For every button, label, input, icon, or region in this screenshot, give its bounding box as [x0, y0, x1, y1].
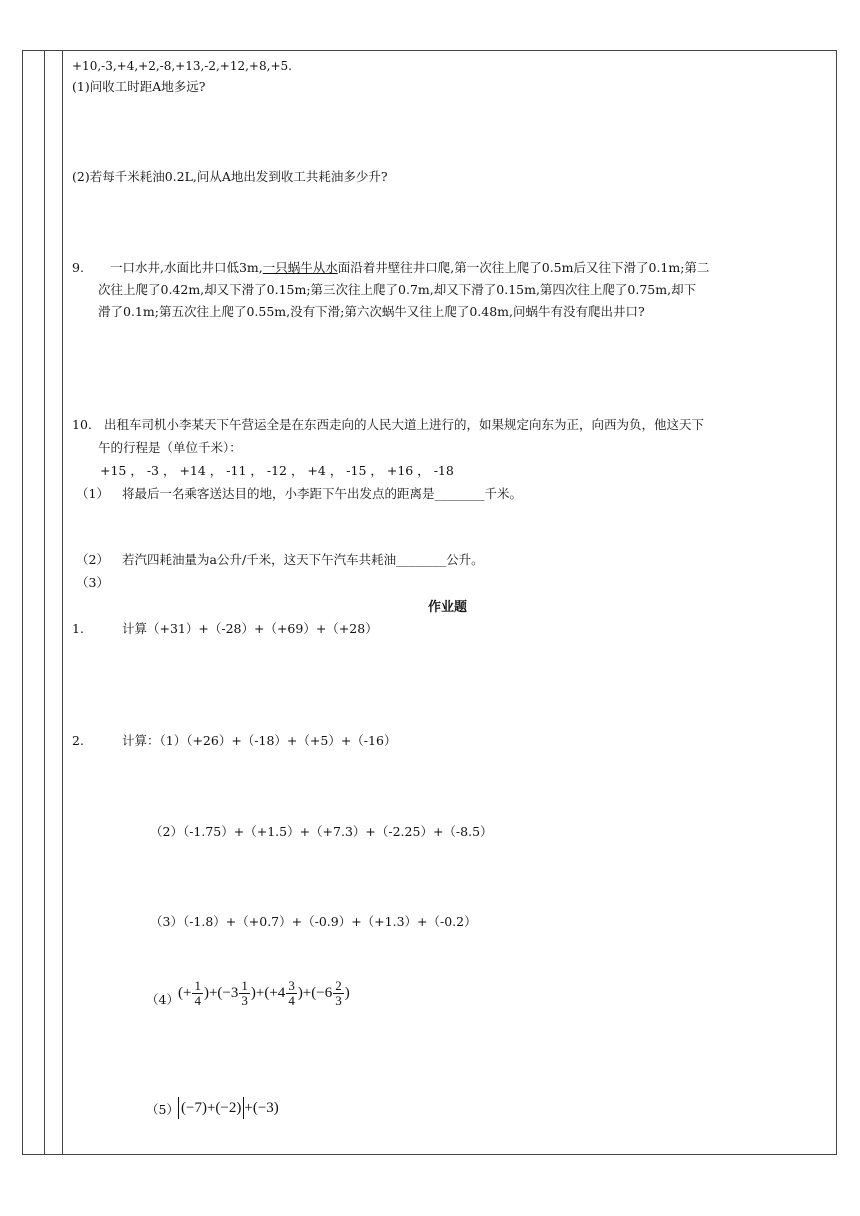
- numerator: 3: [288, 978, 295, 993]
- section-title: 作业题: [428, 599, 468, 614]
- fraction: [286, 979, 297, 1008]
- expr-part: )+(−6: [297, 984, 333, 1001]
- fraction: [192, 979, 203, 1008]
- question-10-part-2-text: 若汽四耗油量为a公升/千米，这天下午汽车共耗油________公升。: [122, 552, 484, 567]
- expr-part: +(−3): [244, 1100, 279, 1116]
- question-10-line-1: 出租车司机小李某天下午营运全是在东西走向的人民大道上进行的，如果规定向东为正，向西为负，他这天下: [104, 417, 705, 432]
- numerator: 2: [335, 978, 342, 993]
- homework-2-number: 2.: [72, 733, 84, 748]
- question-9-line-2: 次往上爬了0.42m,却又下滑了0.15m;第三次往上爬了0.7m,却又下滑了0.15m,第四次往上爬了0.75m,却下: [98, 282, 697, 297]
- question-9-line-3: 滑了0.1m;第五次往上爬了0.55m,没有下滑;第六次蜗牛又往上爬了0.48m,问蜗牛有没有爬出井口?: [98, 304, 645, 319]
- q9-underlined-text: 一只蜗牛从水: [262, 260, 338, 275]
- denominator: 3: [335, 993, 342, 1008]
- homework-2-text: 计算：（1）（+26）+（-18）+（+5）+（-16）: [122, 733, 397, 748]
- question-8-part-1: (1)问收工时距A地多远?: [72, 79, 206, 94]
- question-8-part-2: (2)若每千米耗油0.2L,问从A地出发到收工共耗油多少升?: [72, 169, 388, 184]
- question-10-part-2-label: （2）: [76, 552, 109, 567]
- left-column-divider: [44, 50, 45, 1155]
- denominator: 4: [288, 993, 295, 1008]
- numerator: 1: [194, 978, 201, 993]
- question-10-line-2: 午的行程是（单位千米）：: [98, 440, 242, 455]
- denominator: 3: [241, 993, 248, 1008]
- homework-2-item-5-expression: [178, 1097, 279, 1119]
- question-10-number: 10.: [72, 417, 92, 432]
- fraction: [333, 979, 344, 1008]
- homework-1-text: 计算（+31）+（-28）+（+69）+（+28）: [122, 621, 378, 636]
- homework-1-number: 1.: [72, 621, 84, 636]
- numerator: 1: [241, 978, 248, 993]
- question-10-values: +15 ， -3 ， +14 ， -11 ， -12 ， +4 ， -15 ， +16 ， -18: [100, 463, 454, 478]
- question-9-line-1: [110, 258, 709, 278]
- left-column-divider-2: [62, 50, 63, 1155]
- homework-2-item-3: （3）（-1.8）+（+0.7）+（-0.9）+（+1.3）+（-0.2）: [150, 914, 477, 929]
- question-10-part-1-text: 将最后一名乘客送达目的地，小李距下午出发点的距离是________千米。: [122, 486, 523, 501]
- q9-text-a: 一口水井,水面比井口低3m,: [110, 260, 263, 275]
- question-10-part-3-label: （3）: [76, 575, 109, 590]
- homework-2-item-5-label: （5）: [146, 1102, 179, 1117]
- absolute-value: (−7)+(−2): [178, 1097, 244, 1119]
- homework-2-item-4-label: （4）: [146, 992, 179, 1007]
- expr-part: )+(−3: [203, 984, 239, 1001]
- homework-2-item-2: （2）（-1.75）+（+1.5）+（+7.3）+（-2.25）+（-8.5）: [150, 824, 493, 839]
- denominator: 4: [194, 993, 201, 1008]
- q9-text-b: 面沿着井壁往井口爬,第一次往上爬了0.5m后又往下滑了0.1m;第二: [337, 260, 710, 275]
- expr-part: (+: [178, 984, 192, 1001]
- question-9-number: 9.: [72, 260, 84, 275]
- question-10-part-1-label: （1）: [76, 486, 109, 501]
- fraction: [239, 979, 250, 1008]
- expr-part: )+(+4: [250, 984, 286, 1001]
- data-row: +10,-3,+4,+2,-8,+13,-2,+12,+8,+5.: [72, 59, 292, 73]
- expr-part: ): [344, 984, 350, 1001]
- homework-2-item-4-expression: [178, 979, 350, 1008]
